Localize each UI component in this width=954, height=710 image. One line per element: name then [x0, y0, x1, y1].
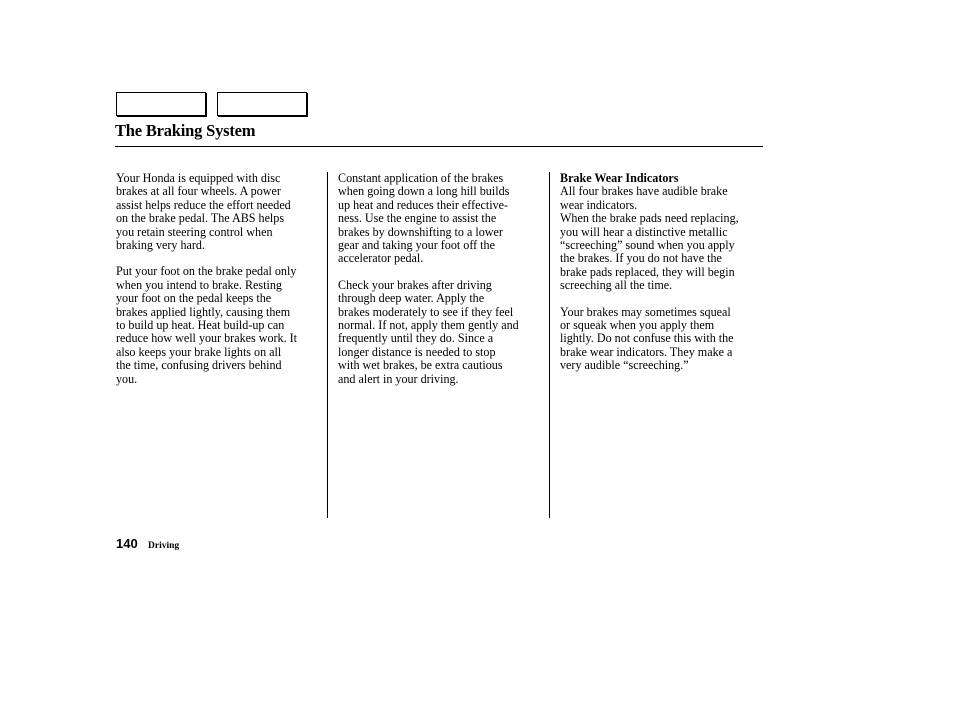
text-line: brakes by downshifting to a lower [338, 224, 503, 239]
text-line: with wet brakes, be extra cautious [338, 358, 503, 373]
text-line: Your Honda is equipped with disc [116, 171, 281, 185]
text-column-3 [560, 172, 766, 386]
text-line: screeching all the time. [560, 278, 673, 293]
text-line: Check your brakes after driving [338, 277, 492, 292]
text-line: you retain steering control when [116, 224, 273, 239]
nav-button-next[interactable] [217, 92, 307, 116]
section-name: Driving [148, 541, 180, 551]
text-line: brakes applied lightly, causing them [116, 304, 291, 319]
text-line: on the brake pedal. The ABS helps [116, 211, 285, 226]
text-line: also keeps your brake lights on all [116, 344, 282, 359]
text-line: When the brake pads need replacing, [560, 211, 739, 226]
paragraph [560, 306, 766, 373]
column-divider [549, 172, 550, 518]
text-line: or squeak when you apply them [560, 318, 715, 333]
text-line: lightly. Do not confuse this with the [560, 331, 734, 346]
text-line: very audible “screeching.” [560, 358, 689, 373]
paragraph [116, 172, 322, 252]
paragraph [338, 172, 544, 266]
text-column-1 [116, 172, 322, 399]
text-line: “screeching” sound when you apply [560, 238, 735, 253]
text-line: Your brakes may sometimes squeal [560, 304, 731, 319]
text-line: when you intend to brake. Resting [116, 277, 282, 292]
text-line: the brakes. If you do not have the [560, 251, 722, 266]
text-line: brake wear indicators. They make a [560, 344, 733, 359]
title-divider [115, 146, 763, 147]
text-line: through deep water. Apply the [338, 291, 485, 306]
text-line: brakes at all four wheels. A power [116, 184, 281, 199]
text-line: Put your foot on the brake pedal only [116, 264, 297, 279]
text-line: and alert in your driving. [338, 371, 459, 386]
text-line: up heat and reduces their effective- [338, 197, 509, 212]
text-line: to build up heat. Heat build-up can [116, 318, 285, 333]
text-line: longer distance is needed to stop [338, 344, 496, 359]
text-line: you. [116, 371, 138, 386]
text-line: Constant application of the brakes [338, 171, 504, 185]
text-line: ness. Use the engine to assist the [338, 211, 497, 226]
paragraph [116, 265, 322, 386]
text-line: normal. If not, apply them gently and [338, 318, 519, 333]
page-number: 140 [116, 536, 138, 551]
text-line: reduce how well your brakes work. It [116, 331, 298, 346]
text-column-2 [338, 172, 544, 399]
text-line: your foot on the pedal keeps the [116, 291, 272, 306]
text-line: wear indicators. [560, 197, 638, 212]
text-line: gear and taking your foot off the [338, 238, 495, 253]
text-line: when going down a long hill builds [338, 184, 510, 199]
text-line: braking very hard. [116, 238, 205, 253]
text-line: you will hear a distinctive metallic [560, 224, 728, 239]
text-line: All four brakes have audible brake [560, 184, 728, 199]
text-line: assist helps reduce the effort needed [116, 197, 291, 212]
text-line: accelerator pedal. [338, 251, 424, 266]
text-line: the time, confusing drivers behind [116, 358, 282, 373]
paragraph [338, 279, 544, 386]
text-line: brake pads replaced, they will begin [560, 264, 735, 279]
page-title: The Braking System [115, 121, 256, 140]
nav-button-previous[interactable] [116, 92, 206, 116]
column-divider [327, 172, 328, 518]
paragraph [560, 185, 766, 292]
text-line: frequently until they do. Since a [338, 331, 494, 346]
text-line: brakes moderately to see if they feel [338, 304, 514, 319]
section-heading: Brake Wear Indicators [560, 171, 679, 185]
